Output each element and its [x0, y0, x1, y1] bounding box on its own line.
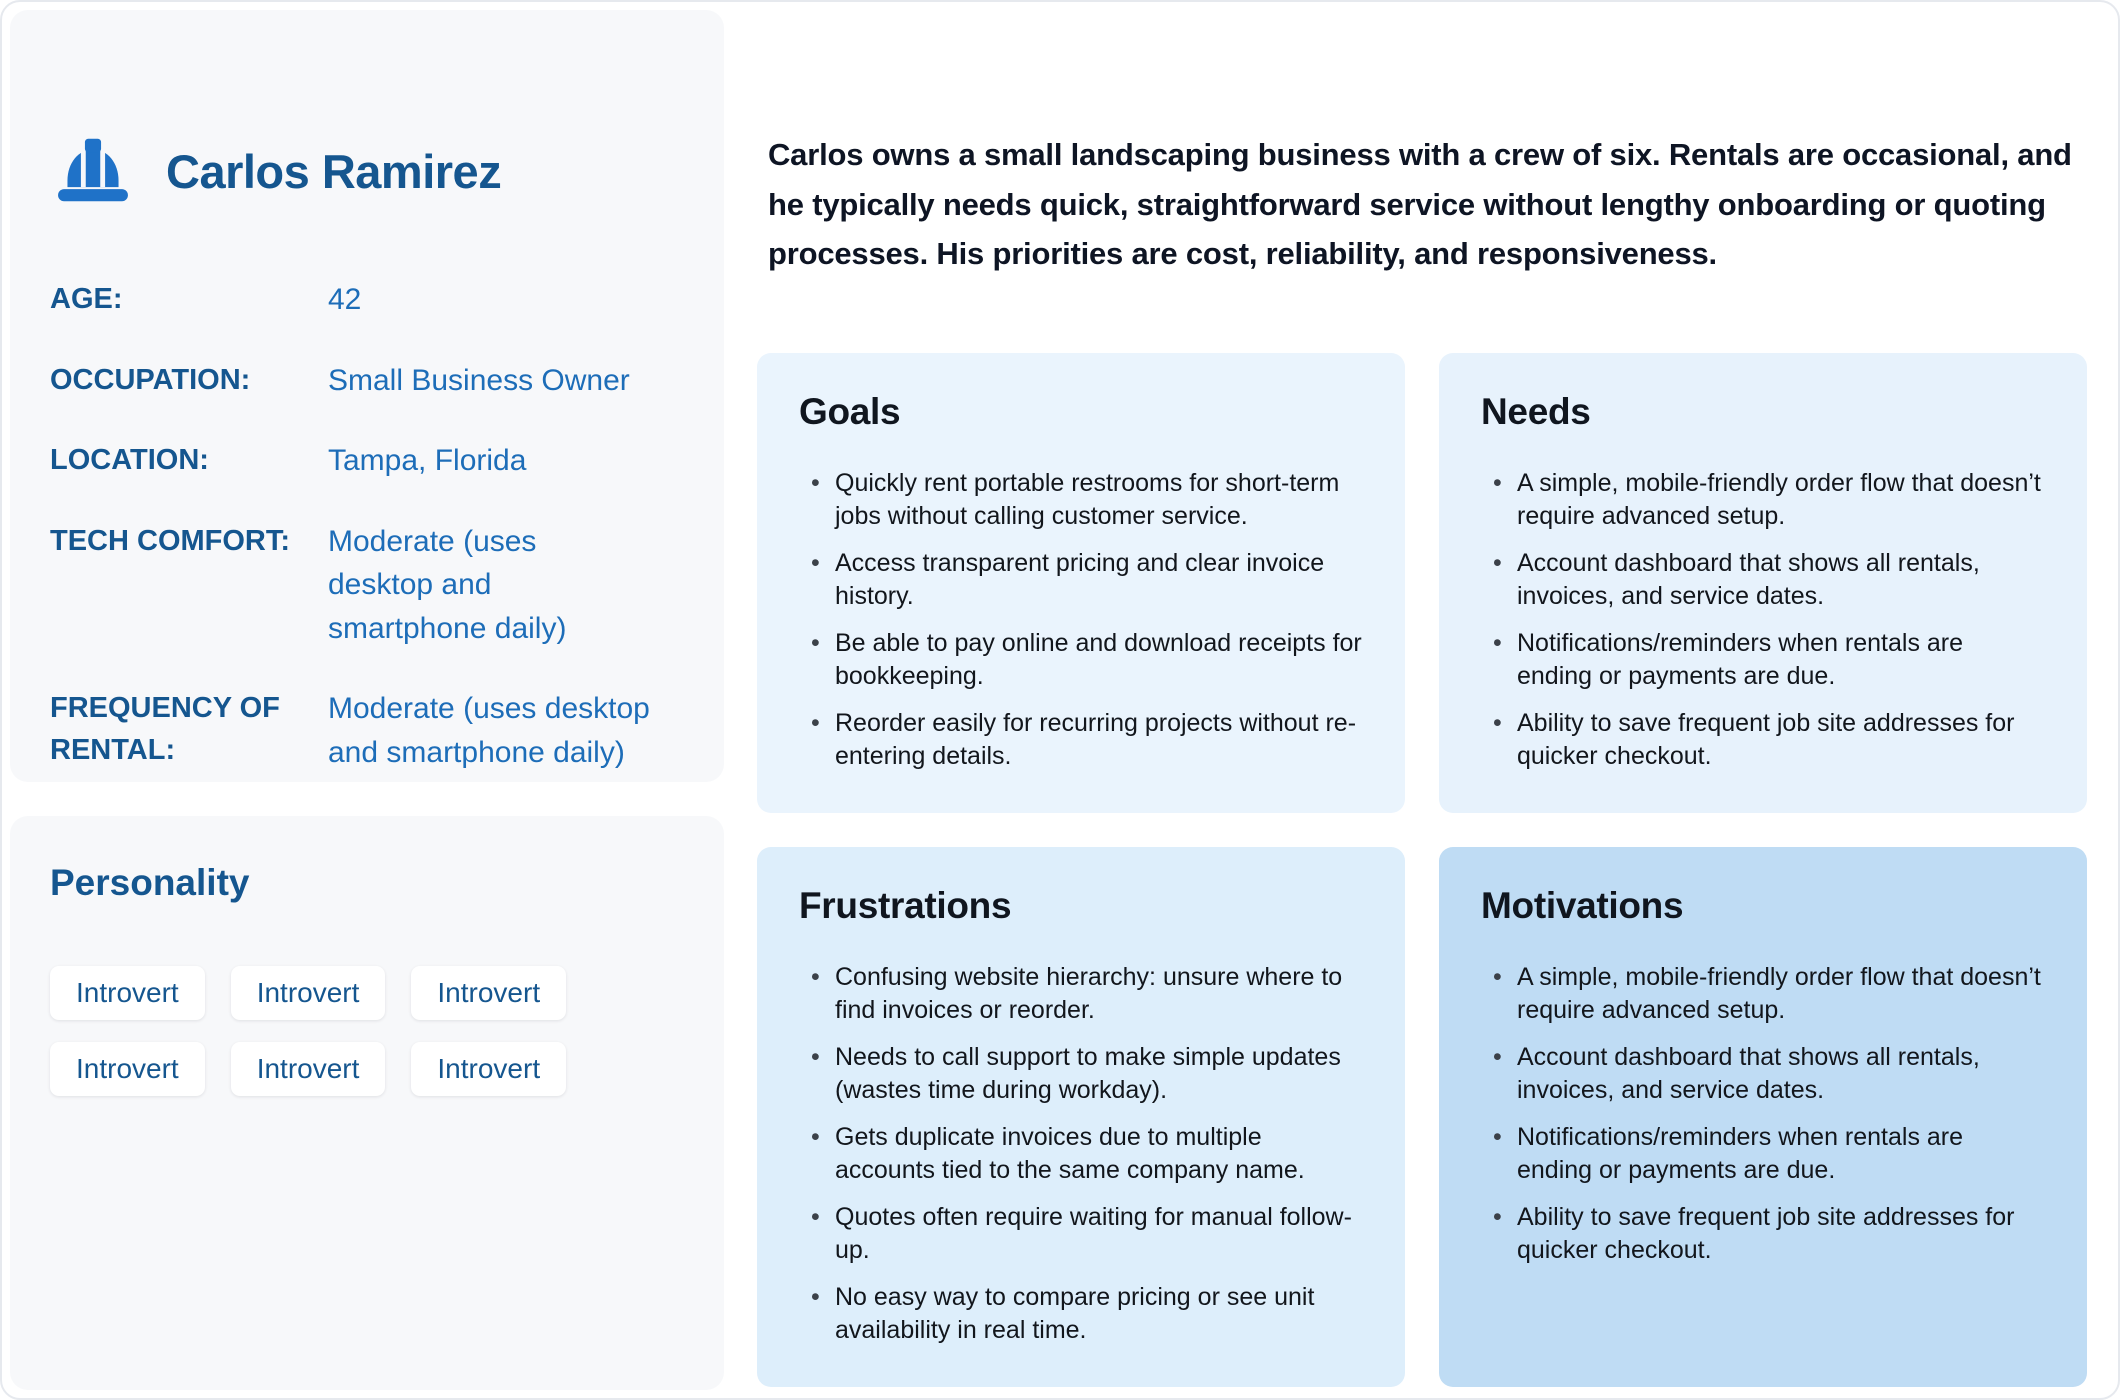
- field-value: Small Business Owner: [328, 363, 630, 397]
- field-label: TECH COMFORT:: [50, 524, 291, 557]
- bullet-item: • Account dashboard that shows all rentals, invoices, and service dates.: [1489, 1041, 2045, 1107]
- bullet-item: • Confusing website hierarchy: unsure where to find invoices or reorder.: [807, 961, 1363, 1027]
- field-value: Moderate (uses desktop and smartphone daily): [328, 524, 567, 645]
- persona-main: [724, 2, 2118, 1398]
- personality-title: Personality: [50, 862, 250, 903]
- personality-chip: Introvert: [50, 1042, 205, 1096]
- goals-list: [799, 467, 1363, 773]
- field-value: 42: [328, 283, 362, 316]
- profile-header: [50, 128, 684, 214]
- bullet-item: • A simple, mobile-friendly order flow that doesn’t require advanced setup.: [1489, 961, 2045, 1027]
- bullet-item: • No easy way to compare pricing or see unit availability in real time.: [807, 1281, 1363, 1347]
- field-label: FREQUENCY OF RENTAL:: [50, 692, 280, 767]
- motivations-title: Motivations: [1481, 884, 1684, 926]
- frustrations-title: Frustrations: [799, 884, 1012, 926]
- goals-card: [757, 353, 1405, 813]
- field-occupation: [50, 359, 684, 403]
- bullet-item: • Notifications/reminders when rentals are ending or payments are due.: [1489, 627, 2045, 693]
- bullet-item: • Account dashboard that shows all rentals, invoices, and service dates.: [1489, 547, 2045, 613]
- bullet-item: • Reorder easily for recurring projects without re-entering details.: [807, 707, 1363, 773]
- frustrations-card: [757, 847, 1405, 1387]
- bullet-item: • Quickly rent portable restrooms for short-term jobs without calling customer service.: [807, 467, 1363, 533]
- bullet-item: • Needs to call support to make simple updates (wastes time during workday).: [807, 1041, 1363, 1107]
- personality-chip: Introvert: [411, 1042, 566, 1096]
- bullet-item: • A simple, mobile-friendly order flow that doesn’t require advanced setup.: [1489, 467, 2045, 533]
- needs-card: [1439, 353, 2087, 813]
- personality-chip: Introvert: [231, 966, 386, 1020]
- needs-list: [1481, 467, 2045, 773]
- needs-title: Needs: [1481, 390, 1591, 432]
- field-value: Moderate (uses desktop and smartphone daily): [328, 692, 650, 769]
- field-tech-comfort: [50, 520, 684, 651]
- frustrations-list: [799, 961, 1363, 1347]
- bullet-item: • Quotes often require waiting for manual follow-up.: [807, 1201, 1363, 1267]
- bullet-item: • Ability to save frequent job site addresses for quicker checkout.: [1489, 707, 2045, 773]
- field-age: [50, 278, 684, 322]
- motivations-card: [1439, 847, 2087, 1387]
- persona-summary: Carlos owns a small landscaping business with a crew of six. Rentals are occasional, and he typically needs quick, straightforward service without lengthy onboarding or quoting processes. His priorities are cost, reliability, and responsiveness.: [768, 137, 2072, 272]
- motivations-list: [1481, 961, 2045, 1267]
- persona-cards-grid: [757, 353, 2087, 1387]
- field-frequency-of-rental: [50, 687, 684, 774]
- bullet-item: • Be able to pay online and download receipts for bookkeeping.: [807, 627, 1363, 693]
- bullet-item: • Ability to save frequent job site addresses for quicker checkout.: [1489, 1201, 2045, 1267]
- hard-hat-icon: [50, 128, 136, 214]
- personality-card: [10, 816, 724, 1390]
- field-label: OCCUPATION:: [50, 363, 251, 396]
- goals-title: Goals: [799, 390, 901, 432]
- bullet-item: • Access transparent pricing and clear invoice history.: [807, 547, 1363, 613]
- profile-fields: [50, 278, 684, 774]
- field-location: [50, 439, 684, 483]
- field-label: AGE:: [50, 283, 123, 315]
- profile-card: [10, 10, 724, 782]
- personality-chips: [50, 966, 610, 1096]
- field-label: LOCATION:: [50, 444, 209, 476]
- personality-chip: Introvert: [50, 966, 205, 1020]
- persona-name: Carlos Ramirez: [166, 144, 502, 198]
- bullet-item: • Notifications/reminders when rentals are ending or payments are due.: [1489, 1121, 2045, 1187]
- personality-chip: Introvert: [231, 1042, 386, 1096]
- personality-chip: Introvert: [411, 966, 566, 1020]
- profile-sidebar: [10, 10, 724, 1390]
- bullet-item: • Gets duplicate invoices due to multiple accounts tied to the same company name.: [807, 1121, 1363, 1187]
- field-value: Tampa, Florida: [328, 444, 527, 477]
